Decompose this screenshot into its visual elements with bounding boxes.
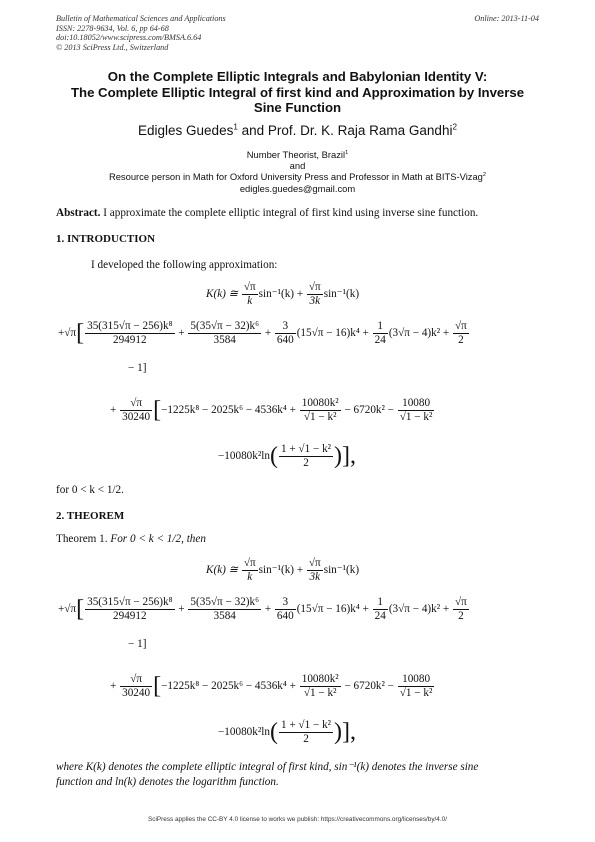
formula-1-line-3: + $\frac{√\pi}{30240}$ [−1225k⁸ − 2025k⁶ − 4536k⁴ + $\frac{\text{10080k²}}{\text{√1 − k²}}$ − 6720k² − $\frac{10080}{\text{√1 − k²}}$ (110, 397, 433, 423)
frac-num: 10080k² (301, 673, 339, 685)
frac-num: 35(315√π − 256)k⁸ (87, 320, 173, 332)
term-4: (3√π − 4)k² + (388, 603, 452, 616)
frac-den: 30240 (122, 687, 151, 699)
journal-header (56, 14, 226, 52)
journal-name: Bulletin of Mathematical Sciences and Applications (56, 14, 226, 23)
author-2-sup: 2 (452, 122, 457, 132)
frac-sqrtpi-k (242, 557, 258, 584)
bracket-open: [ (153, 673, 162, 699)
frac-num: 35(315√π − 256)k⁸ (87, 596, 173, 608)
frac-den: 24 (374, 610, 386, 622)
term-7: −10080k²ln (218, 726, 270, 739)
abstract-label: Abstract. (56, 207, 101, 219)
frac-3 (275, 320, 296, 347)
frac-den: 640 (276, 610, 294, 622)
formula-1-line-2: +√π[ $\frac{\text{35(315√π − 256)k⁸}}{294912}$ + $\frac{\text{5(35√π − 32)k⁶}}{3584}$ + $\frac{3}{640}$ (15√π − 16)k⁴ + $\frac{1}{24}$ (3√π − 4)k² + $\frac{√\pi}{2}$ (58, 320, 467, 346)
frac-num: √π (308, 281, 321, 293)
frac-5 (453, 320, 469, 347)
term-6: − 6720k² − (341, 404, 397, 417)
formula-1-line-1 (206, 281, 359, 308)
term-7: −10080k²ln (218, 450, 270, 463)
formula-1-minus-one: − 1] (128, 362, 147, 374)
frac-7 (398, 673, 435, 700)
formula-2-line-1 (206, 557, 359, 584)
frac-num: 5(35√π − 32)k⁶ (190, 596, 260, 608)
frac-den: 2 (458, 610, 464, 622)
term-3: (15√π − 16)k⁴ + (296, 327, 372, 340)
frac-num: √π (308, 557, 321, 569)
frac-num: 1 (373, 320, 388, 334)
formula-2-line-2: +√π[ $\frac{\text{35(315√π − 256)k⁸}}{294912}$ + $\frac{\text{5(35√π − 32)k⁶}}{3584}$ + $\frac{3}{640}$ (15√π − 16)k⁴ + $\frac{1}{24}$ (3√π − 4)k² + $\frac{√\pi}{2}$ (58, 596, 467, 622)
frac-num: √π (120, 673, 152, 687)
section-1-heading: 1. INTRODUCTION (56, 233, 156, 245)
theorem-statement (56, 533, 206, 545)
frac-num: 1 + √1 − k² (280, 719, 332, 731)
affiliation-2-sup: 2 (482, 172, 487, 179)
frac-num: 10080 (398, 673, 435, 687)
frac-den: 3584 (213, 610, 236, 622)
frac-den: 3k (309, 295, 321, 307)
frac-sqrtpi-k (242, 281, 258, 308)
paren-open: ( (269, 719, 278, 745)
license-footer: SciPress applies the CC-BY 4.0 license to works we publish: https://creativecommons.org/licenses/by/4.0/ (148, 816, 447, 823)
author-2: Prof. Dr. K. Raja Rama Gandhi (267, 123, 453, 138)
frac-den: 3k (309, 571, 321, 583)
frac-6 (300, 397, 341, 424)
frac-6 (300, 673, 341, 700)
formula-end: )], (334, 443, 357, 469)
frac-num: 10080k² (301, 397, 339, 409)
frac-den: 30240 (122, 411, 151, 423)
term-6: − 6720k² − (341, 680, 397, 693)
title-line-3: Sine Function (253, 100, 342, 116)
authors (0, 123, 595, 138)
frac-num: √π (455, 596, 467, 608)
theorem-text: For 0 < k < 1/2, then (110, 533, 206, 545)
closing-line-2: function and ln(k) denotes the logarithm function. (56, 776, 279, 788)
bracket-open: [ (76, 596, 85, 622)
frac-num: √π (243, 557, 256, 569)
frac-den: 24 (374, 334, 386, 346)
closing-line-1: where K(k) denotes the complete elliptic integral of first kind, sin⁻¹(k) denotes the inverse sine (56, 761, 479, 773)
affiliation-1-sup: 1 (345, 149, 349, 156)
issn: ISSN: 2278-9634, Vol. 6, pp 64-68 (56, 23, 169, 33)
affiliation-2: Resource person in Math for Oxford University Press and Professor in Math at BITS-Vizag (108, 171, 483, 183)
frac-5 (453, 596, 469, 623)
formula-2-minus-one: − 1] (128, 638, 147, 650)
frac-sqrtpi-3k (307, 557, 323, 584)
frac-den: 2 (303, 733, 309, 745)
frac-3 (275, 596, 296, 623)
author-1: Edigles Guedes (138, 123, 234, 138)
frac-den: 640 (276, 334, 294, 346)
affiliation-and: and (289, 160, 306, 172)
term-4: (3√π − 4)k² + (388, 327, 452, 340)
frac-den: 2 (458, 334, 464, 346)
condition-text: for 0 < k < 1/2. (56, 484, 124, 496)
frac-4 (373, 320, 388, 347)
frac-num: √π (455, 320, 467, 332)
author-1-sup: 1 (233, 122, 238, 132)
frac-den: 3584 (213, 334, 236, 346)
paren-open: ( (269, 443, 278, 469)
formula-lhs: K(k) ≅ (206, 564, 241, 577)
online-date: Online: 2013-11-04 (474, 14, 539, 23)
frac-den: k (247, 295, 253, 307)
frac-num: 10080 (398, 397, 435, 411)
abstract (56, 207, 541, 219)
frac-den: k (247, 571, 253, 583)
frac-den: √1 − k² (399, 411, 433, 423)
bracket-open: [ (76, 320, 85, 346)
frac-1 (85, 596, 174, 623)
term-3: (15√π − 16)k⁴ + (296, 603, 372, 616)
frac-num: 3 (275, 596, 296, 610)
frac-num: 1 + √1 − k² (280, 443, 332, 455)
frac-den: √1 − k² (303, 411, 337, 423)
sqrtpi-prefix: +√π (58, 603, 77, 616)
affiliation-1: Number Theorist, Brazil (246, 149, 346, 160)
frac-4 (373, 596, 388, 623)
frac-8 (279, 719, 333, 746)
term-5: −1225k⁸ − 2025k⁶ − 4536k⁴ + (161, 404, 299, 417)
formula-2-line-3: + $\frac{√\pi}{30240}$ [−1225k⁸ − 2025k⁶ − 4536k⁴ + $\frac{\text{10080k²}}{\text{√1 − k²}}$ − 6720k² − $\frac{10080}{\text{√1 − k²}}$ (110, 673, 433, 699)
formula-1-line-4 (218, 443, 356, 470)
abstract-text: I approximate the complete elliptic integral of first kind using inverse sine function. (100, 207, 479, 219)
intro-text: I developed the following approximation: (91, 259, 278, 271)
frac-2 (188, 596, 261, 623)
title-line-1: On the Complete Elliptic Integrals and Babylonian Identity V: (107, 69, 488, 84)
frac-1 (85, 320, 174, 347)
arcsin-term: sin⁻¹(k) + (258, 564, 306, 577)
frac-sqrtpi-3k (307, 281, 323, 308)
frac-den: 2 (303, 457, 309, 469)
title-line-2: The Complete Elliptic Integral of first kind and Approximation by Inverse (70, 84, 525, 100)
paper-title (0, 69, 595, 116)
bracket-open: [ (153, 397, 162, 423)
frac-den: √1 − k² (399, 687, 433, 699)
frac-num: √π (243, 281, 256, 293)
frac-7 (398, 397, 435, 424)
frac-2 (188, 320, 261, 347)
frac-sqrtpi-30240 (120, 397, 152, 424)
frac-den: 294912 (113, 334, 147, 346)
frac-den: √1 − k² (303, 687, 337, 699)
frac-num: 1 (373, 596, 388, 610)
frac-num: 5(35√π − 32)k⁶ (190, 320, 260, 332)
frac-sqrtpi-30240 (120, 673, 152, 700)
formula-2-line-4 (218, 719, 356, 746)
affiliations (0, 149, 595, 194)
formula-lhs: K(k) ≅ (206, 288, 241, 301)
arcsin-term-2: sin⁻¹(k) (323, 564, 360, 577)
frac-8 (279, 443, 333, 470)
frac-den: 294912 (113, 610, 147, 622)
authors-and: and (237, 123, 268, 138)
doi: doi:10.18052/www.scipress.com/BMSA.6.64 (56, 33, 202, 43)
frac-num: 3 (275, 320, 296, 334)
email: edigles.guedes@gmail.com (239, 182, 356, 194)
arcsin-term: sin⁻¹(k) + (258, 288, 306, 301)
closing-text (56, 760, 541, 790)
arcsin-term-2: sin⁻¹(k) (323, 288, 360, 301)
frac-num: √π (120, 397, 152, 411)
copyright: © 2013 SciPress Ltd., Switzerland (56, 42, 169, 52)
term-5: −1225k⁸ − 2025k⁶ − 4536k⁴ + (161, 680, 299, 693)
formula-end: )], (334, 719, 357, 745)
sqrtpi-prefix: +√π (58, 327, 77, 340)
theorem-label: Theorem 1. (56, 533, 108, 545)
section-2-heading: 2. THEOREM (56, 510, 125, 522)
